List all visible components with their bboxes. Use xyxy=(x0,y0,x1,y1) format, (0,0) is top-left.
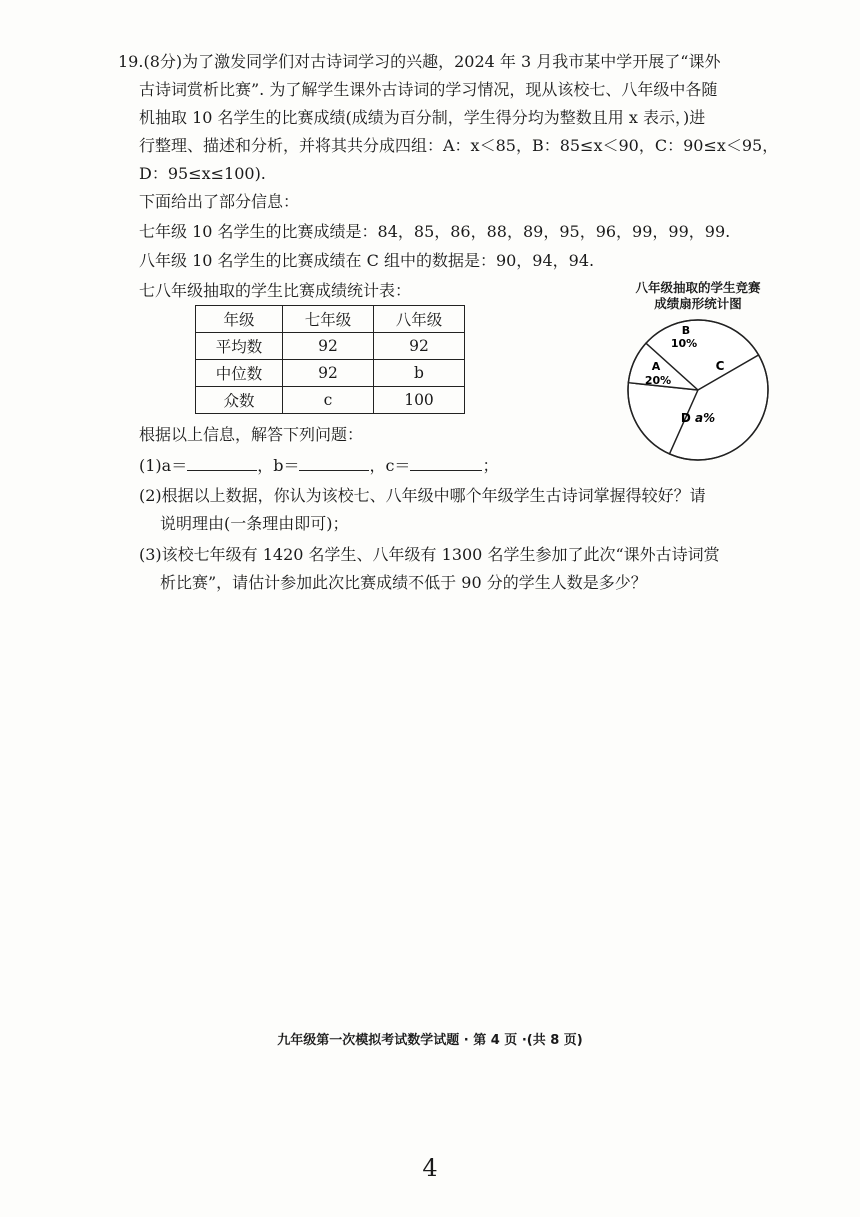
pie-title-line-2: 成绩扇形统计图 xyxy=(654,296,742,311)
problem-line-8: 八年级 10 名学生的比赛成绩在 C 组中的数据是：90，94，94. xyxy=(139,251,595,270)
problem-line-1: 19.(8分)为了激发同学们对古诗词学习的兴趣，2024 年 3 月我市某中学开展了“课外 xyxy=(118,52,721,71)
problem-line-9: 七八年级抽取的学生比赛成绩统计表： xyxy=(139,281,412,300)
answer-blank-b[interactable] xyxy=(299,455,369,471)
pie-label-b: B xyxy=(681,324,691,337)
question-2-line-2: 说明理由(一条理由即可)； xyxy=(160,514,349,533)
table-cell: 众数 xyxy=(196,387,283,414)
table-cell: 92 xyxy=(374,333,465,360)
table-cell: b xyxy=(374,360,465,387)
pie-label-d-name: D xyxy=(680,411,691,425)
problem-line-7: 七年级 10 名学生的比赛成绩是：84，85，86，88，89，95，96，99，99，99. xyxy=(139,222,731,241)
pie-chart xyxy=(618,310,778,470)
pie-value-d: a% xyxy=(695,411,716,425)
table-cell: 100 xyxy=(374,387,465,414)
table-header-cell: 七年级 xyxy=(283,306,374,333)
table-cell: 92 xyxy=(283,333,374,360)
problem-line-6: 下面给出了部分信息： xyxy=(139,192,300,211)
question-3-line-2: 析比赛”，请估计参加此次比赛成绩不低于 90 分的学生人数是多少？ xyxy=(160,573,647,592)
q1-b-label: ，b＝ xyxy=(257,456,300,475)
table-header-row xyxy=(196,306,465,333)
pie-label-c: C xyxy=(715,359,725,373)
problem-line-2: 古诗词赏析比赛”. 为了解学生课外古诗词的学习情况，现从该校七、八年级中各随 xyxy=(139,80,718,99)
question-1 xyxy=(139,455,498,476)
table-cell: 平均数 xyxy=(196,333,283,360)
page-number: 4 xyxy=(422,1154,438,1182)
table-header-cell: 年级 xyxy=(196,306,283,333)
pie-label-d xyxy=(681,411,715,425)
q1-prefix: (1)a＝ xyxy=(139,456,188,475)
table-row xyxy=(196,387,465,414)
table-header-cell: 八年级 xyxy=(374,306,465,333)
pie-label-a: A xyxy=(651,360,661,373)
table-row xyxy=(196,333,465,360)
table-row xyxy=(196,360,465,387)
question-3-line-1: (3)该校七年级有 1420 名学生、八年级有 1300 名学生参加了此次“课外古诗词赏 xyxy=(139,545,720,564)
question-2-line-1: (2)根据以上数据，你认为该校七、八年级中哪个年级学生古诗词掌握得较好？请 xyxy=(139,486,706,505)
table-cell: 92 xyxy=(283,360,374,387)
pie-value-a: 20% xyxy=(644,374,672,387)
pie-value-b: 10% xyxy=(670,337,698,350)
q1-c-label: ，c＝ xyxy=(369,456,411,475)
q1-end: ； xyxy=(482,456,499,475)
answer-blank-c[interactable] xyxy=(410,455,482,471)
page-footer: 九年级第一次模拟考试数学试题 · 第 4 页 ·(共 8 页) xyxy=(277,1033,583,1048)
stats-table xyxy=(195,305,465,414)
instructions-line: 根据以上信息，解答下列问题： xyxy=(139,425,364,444)
table-cell: 中位数 xyxy=(196,360,283,387)
answer-blank-a[interactable] xyxy=(187,455,257,471)
problem-line-3: 机抽取 10 名学生的比赛成绩(成绩为百分制，学生得分均为整数且用 x 表示，)进 xyxy=(139,108,706,127)
pie-title-line-1: 八年级抽取的学生竞赛 xyxy=(635,280,761,295)
problem-line-5: D：95≤x≤100). xyxy=(139,164,266,183)
pie-title xyxy=(618,280,778,312)
problem-line-4: 行整理、描述和分析，并将其共分成四组：A：x＜85，B：85≤x＜90，C：90≤x＜95， xyxy=(139,136,779,155)
table-cell: c xyxy=(283,387,374,414)
